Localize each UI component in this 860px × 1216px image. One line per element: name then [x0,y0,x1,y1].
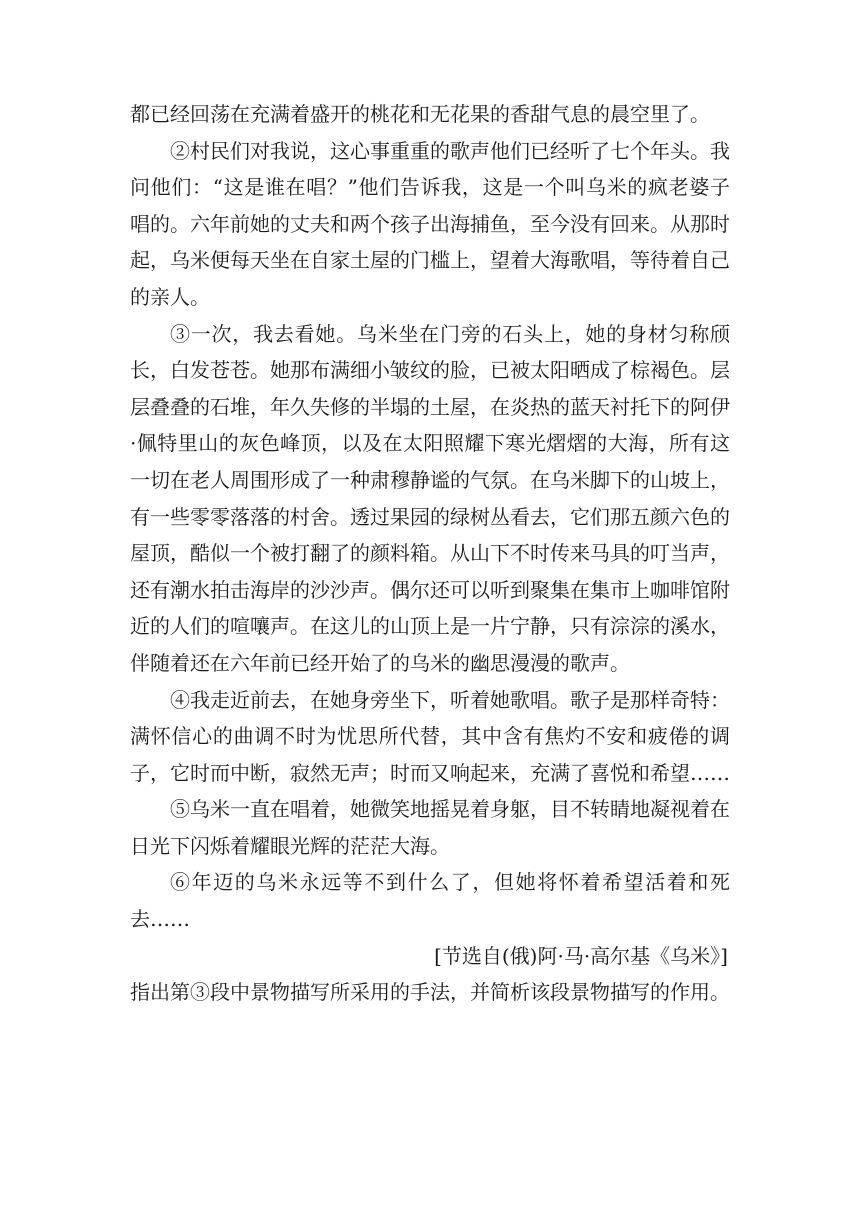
document-body [130,96,730,1011]
question-text: 指出第③段中景物描写所采用的手法，并简析该段景物描写的作用。 [130,980,730,1005]
paragraph-4: ④我走近前去，在她身旁坐下，听着她歌唱。歌子是那样奇特：满怀信心的曲调不时为忧思所代替，其中含有焦灼不安和疲倦的调子，它时而中断，寂然无声；时而又响起来，充满了喜悦和希望…… [130,687,730,785]
source-citation: [节选自(俄)阿·马·高尔基《乌米》] [434,943,728,968]
paragraph-2: ②村民们对我说，这心事重重的歌声他们已经听了七个年头。我问他们：“这是谁在唱？”他们告诉我，这是一个叫乌米的疯老婆子唱的。六年前她的丈夫和两个孩子出海捕鱼，至今没有回来。从那时起，乌米便每天坐在自家土屋的门槛上，望着大海歌唱，等待着自己的亲人。 [130,138,730,309]
paragraph-6: ⑥年迈的乌米永远等不到什么了，但她将怀着希望活着和死去…… [130,870,730,932]
paragraph-5: ⑤乌米一直在唱着，她微笑地摇晃着身躯，目不转睛地凝视着在日光下闪烁着耀眼光辉的茫茫大海。 [130,797,730,858]
paragraph-3: ③一次，我去看她。乌米坐在门旁的石头上，她的身材匀称颀长，白发苍苍。她那布满细小皱纹的脸，已被太阳晒成了棕褐色。层层叠叠的石堆，年久失修的半塌的土屋，在炎热的蓝天衬托下的阿伊·佩特里山的灰色峰顶，以及在太阳照耀下寒光熠熠的大海，所有这一切在老人周围形成了一种肃穆静谧的气氛。在乌米脚下的山坡上，有一些零零落落的村舍。透过果园的绿树丛看去，它们那五颜六色的屋顶，酷似一个被打翻了的颜料箱。从山下不时传来马具的叮当声，还有潮水拍击海岸的沙沙声。偶尔还可以听到聚集在集市上咖啡馆附近的人们的喧嚷声。在这儿的山顶上是一片宁静，只有淙淙的溪水，伴随着还在六年前已经开始了的乌米的幽思漫漫的歌声。 [130,321,730,675]
paragraph-1-continuation: 都已经回荡在充满着盛开的桃花和无花果的香甜气息的晨空里了。 [130,102,710,126]
